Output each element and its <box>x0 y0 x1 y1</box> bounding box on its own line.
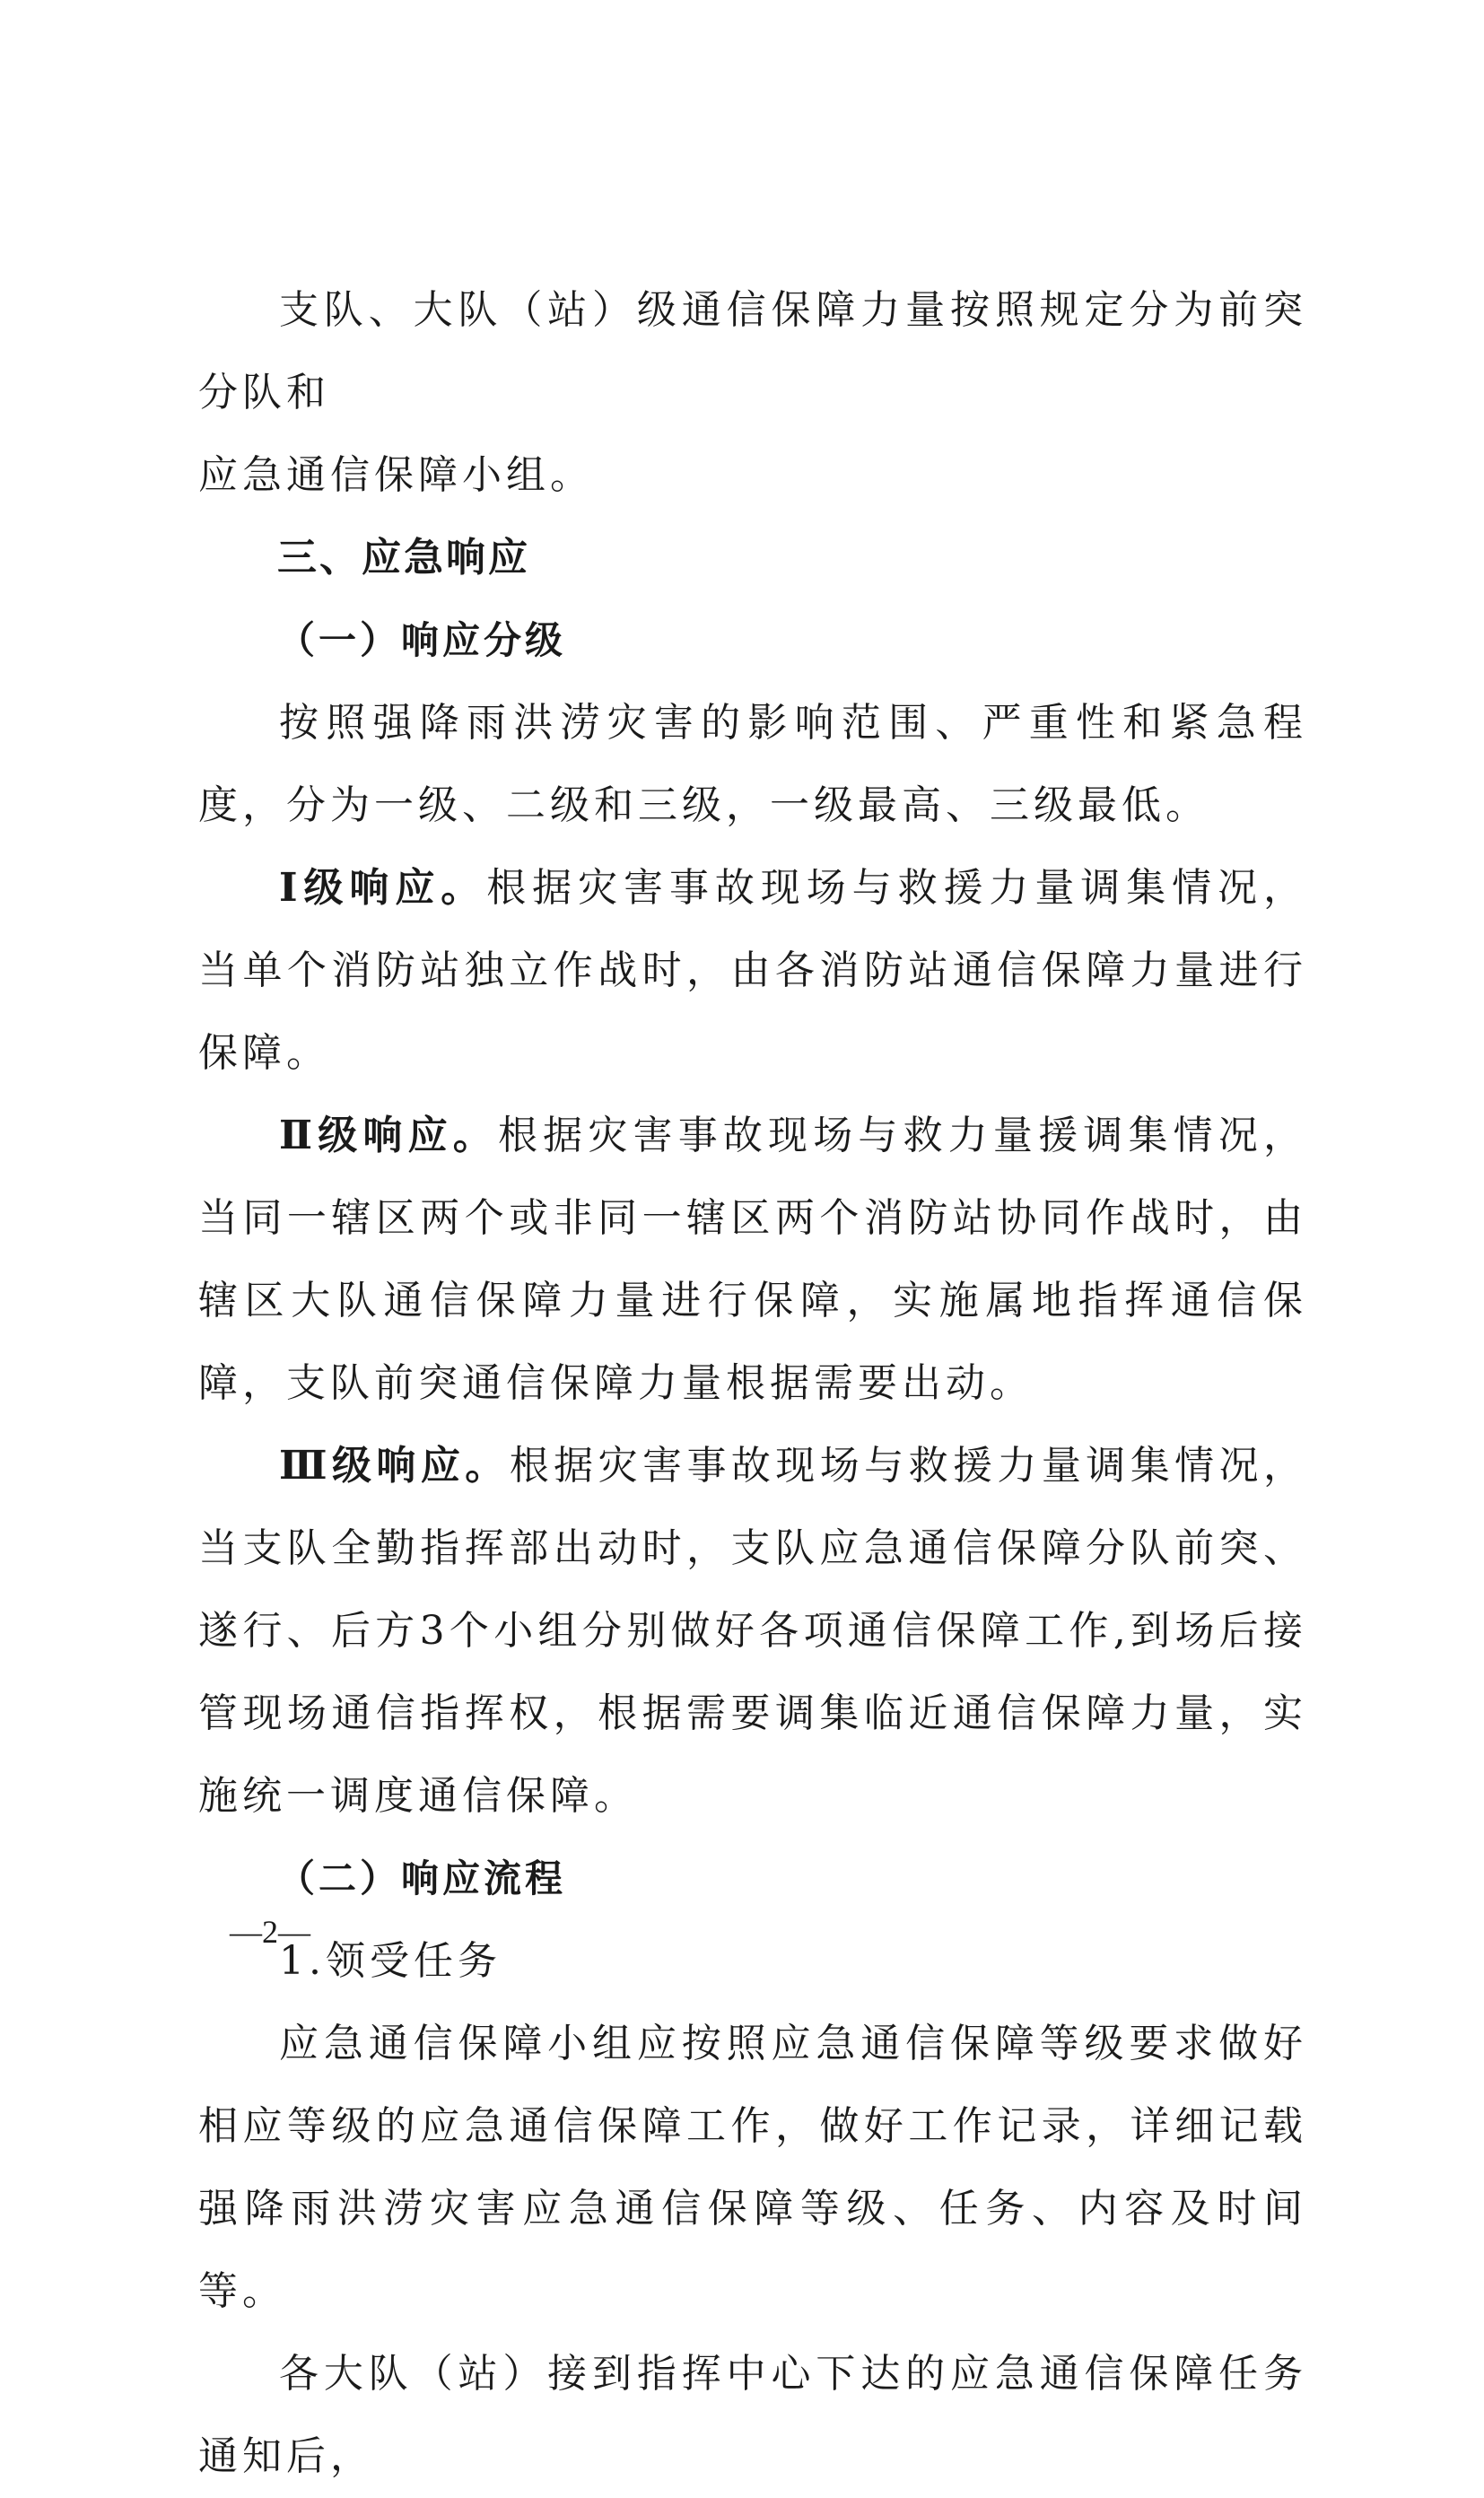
heading-response-levels: （一）响应分级 <box>277 618 567 662</box>
level-one-text: 根据灾害事故现场与救援力量调集情况，当单个消防站独立作战时，由各消防站通信保障力量进行保障。 <box>198 865 1308 1076</box>
paragraph-intro: 支队、大队（站）级通信保障力量按照规定分为前突分队和 <box>198 287 1307 415</box>
paragraph-task-detail: 应急通信保障小组应按照应急通信保障等级要求做好相应等级的应急通信保障工作，做好工作记录，详细记载强降雨洪涝灾害应急通信保障等级、任务、内容及时间等。 <box>198 2021 1307 2314</box>
paragraph-receive-task: 1.领受任务 <box>279 1938 502 1984</box>
paragraph-level-two <box>198 1095 1307 1425</box>
page-number: —2— <box>230 1914 310 1950</box>
level-two-text: 根据灾害事故现场与救力量援调集情况，当同一辖区两个或非同一辖区两个消防站协同作战时，由辖区大队通信保障力量进行保障，实施属地指挥通信保障，支队前突通信保障力量根据需要出动。 <box>198 1113 1308 1406</box>
heading-section-three: 三、应急响应 <box>277 535 530 581</box>
paragraph-brigade-notice: 各大队（站）接到指挥中心下达的应急通信保障任务通知后， <box>198 2351 1307 2479</box>
heading-response-process: （二）响应流程 <box>277 1856 567 1900</box>
paragraph-level-one <box>198 847 1307 1095</box>
level-two-label: Ⅱ级响应。 <box>279 1113 498 1158</box>
paragraph-levels: 按照强降雨洪涝灾害的影响范围、严重性和紧急程度，分为一级、二级和三级，一级最高、三级最低。 <box>198 700 1307 828</box>
paragraph-intro-cont: 应急通信保障小组。 <box>198 452 594 498</box>
level-three-label: Ⅲ级响应。 <box>279 1443 510 1489</box>
document-body <box>198 269 1307 2498</box>
paragraph-level-three <box>198 1425 1307 1838</box>
level-three-text: 根据灾害事故现场与救援力量调集情况，当支队全勤指挥部出动时，支队应急通信保障分队前突、遂行、后方3个小组分别做好各项通信保障工作,到场后接管现场通信指挥权，根据需要调集临近通信保障力量，实施统一调度通信保障。 <box>198 1443 1308 1819</box>
level-one-label: Ⅰ级响应。 <box>279 865 487 911</box>
